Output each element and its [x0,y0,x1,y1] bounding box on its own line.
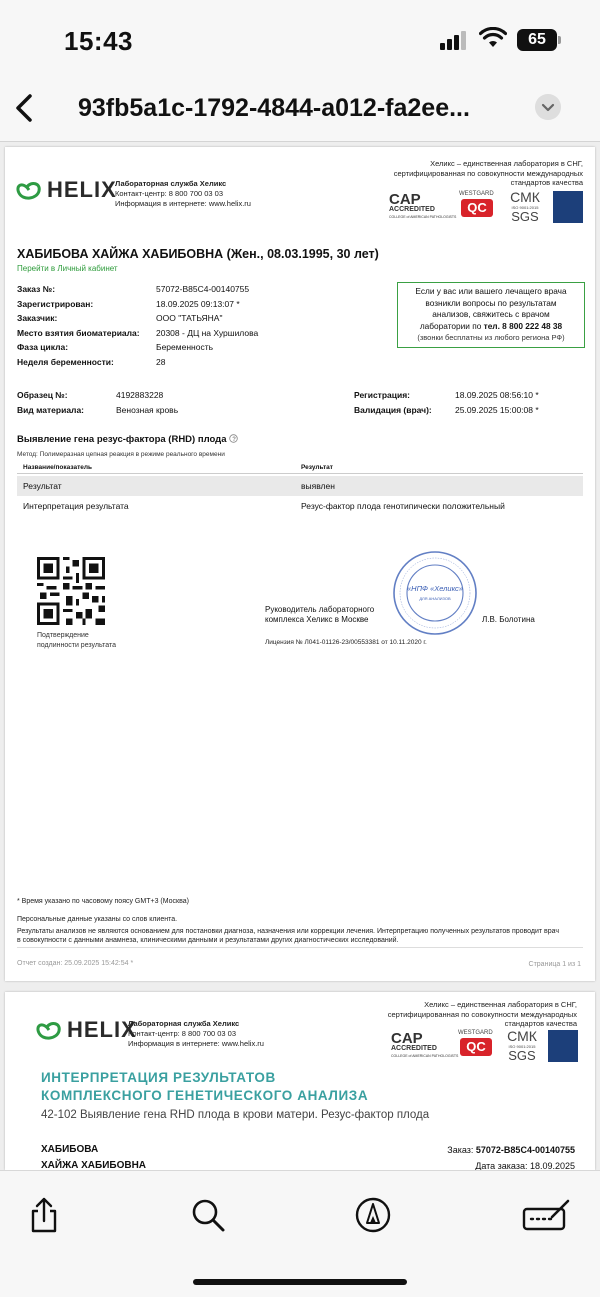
helix-logo: HELIX [15,177,117,203]
cycle-phase: Беременность [156,342,214,352]
markup-icon[interactable] [353,1195,393,1235]
helix-swirl-icon [35,1019,63,1041]
sample-number: 4192883228 [116,390,164,400]
report-page-1: HELIX Лабораторная служба Хеликс Контакт-центр: 8 800 700 03 03 Информация в интернете: www.helix.ru Хеликс – единственная лаборатория в СНГ, сертифицированная по совокупности международных стандартов качества CAP ACCREDITED COLLEGE of AMERICAN PATHOLOGISTS WESTGARD QC СМК ISO 9001:2015 SGS ХАБИБОВА ХАЙЖА ХАБИБОВНА (Жен., 08.03.1995, 30 лет) Перейти в Личный кабинет Заказ №: Зарегистрирован: Заказчик: Место взятия биоматериала: Фаза цикла: Неделя беременности: 57072-B85C4-00140755 18.09.2025 09:13:07 * ООО "ТАТЬЯНА" 20308 - ДЦ на Хуршилова Беременность 28 Если у вас или вашего лечащего врача возникли вопросы по результатам анализов, свяжитесь с врачом лаборатории по тел. 8 800 222 48 38 (звонки бесплатны из любого региона РФ) Образец №: Вид материала: 4192883228 Венозная кровь Регистрация: Валидация (врач): 18.09.2025 08:56:10 * 25.09.2025 15:00:08 * Выявление гена резус-фактора (RHD) плода ? Метод: Полимеразная цепная реакция в режиме реального времени Название/показатель Результат Результат выявлен Интерпретация результата Резус-фактор плода генотипически положительный Подтверждение подлинности результата «НПФ «Хеликс» ДЛЯ АНАЛИЗОВ Руководитель лабораторного комплекса Хеликс в Москве Л.В. Болотина Лицензия № Л041-01126-23/00553381 от 10.11.2020 г. * Время указано по часовому поясу GMT+3 (Москва) Персональные данные указаны со слов клиента. Результаты анализов не являются основанием для постановки диагноза, назначения или коррекции лечения. Интерпретацию полученных результатов проводит врач в совокупности с данными анамнеза, клиническими данными и результатами других диагностических исследований. Отчет создан: 25.09.2025 15:42:54 * Страница 1 из 1 [5,147,595,981]
sampling-place: 20308 - ДЦ на Хуршилова [156,327,259,338]
search-icon[interactable] [188,1195,228,1235]
head-of-lab-title: Руководитель лабораторного комплекса Хеликс в Москве [265,605,375,624]
doctor-phone: тел. 8 800 222 48 38 [483,320,563,331]
share-icon[interactable] [24,1195,64,1235]
patient-name: ХАБИБОВА ХАЙЖА ХАБИБОВНА (Жен., 08.03.1995, 30 лет) [17,247,379,261]
sample-values [116,388,178,417]
order-info: Заказ: 57072-B85C4-00140755 Дата заказа: 18.09.2025 [447,1145,575,1170]
helix-logo: HELIX [35,1017,137,1043]
order-labels: Заказ №: Зарегистрирован: Заказчик: Место взятия биоматериала: Фаза цикла: Неделя беременности: [17,284,140,367]
chevron-down-icon[interactable] [535,94,561,120]
personal-data-note: Персональные данные указаны со слов клиента. [17,916,178,923]
interpretation-subtitle: 42-102 Выявление гена RHD плода в крови матери. Резус-фактор плода [41,1109,430,1121]
lab-contacts: Лабораторная служба Хеликс Контакт-центр: 8 800 700 03 03 Информация в интернете: www.helix.ru [128,1019,264,1048]
qr-caption: Подтверждение подлинности результата [37,632,116,649]
disclaimer: Результаты анализов не являются основанием для постановки диагноза, назначения или коррекции лечения. Интерпретацию полученных результатов проводит врач в совокупности с данными анамнеза, клиническими данными и результатами других диагностических исследований. [17,928,560,944]
registered-date: 18.09.2025 09:13:07 * [156,298,240,309]
timestamps-labels: Регистрация: Валидация (врач): [354,390,432,415]
table-row: Результат выявлен [17,476,583,496]
cert-globalgroup-icon [553,191,583,223]
document-title: 93fb5a1c-1792-4844-a012-fa2ee... [78,94,470,122]
report-page-2: HELIX Лабораторная служба Хеликс Контакт-центр: 8 800 700 03 03 Информация в интернете: www.helix.ru Хеликс – единственная лаборатория в СНГ, сертифицированная по совокупности международных стандартов качества CAP ACCREDITED COLLEGE of AMERICAN PATHOLOGISTS WESTGARD QC СМК ISO 9001:2015 SGS ИНТЕРПРЕТАЦИЯ РЕЗУЛЬТАТОВ КОМПЛЕКСНОГО ГЕНЕТИЧЕСКОГО АНАЛИЗА 42-102 Выявление гена RHD плода в крови матери. Резус-фактор плода ХАБИБОВА ХАЙЖА ХАБИБОВНА Заказ: 57072-B85C4-00140755 Дата заказа: 18.09.2025 [5,992,595,1170]
interpretation-title: ИНТЕРПРЕТАЦИЯ РЕЗУЛЬТАТОВ КОМПЛЕКСНОГО ГЕНЕТИЧЕСКОГО АНАЛИЗА [41,1070,369,1103]
qr-code[interactable] [37,557,105,625]
lab-contacts: Лабораторная служба Хеликс Контакт-центр: 8 800 700 03 03 Информация в интернете: www.helix.ru [115,179,251,208]
status-bar [0,0,600,80]
timezone-note: * Время указано по часовому поясу GMT+3 (Москва) [17,898,189,905]
head-of-lab-name: Л.В. Болотина [482,615,535,624]
registration-time: 18.09.2025 08:56:10 * [455,390,539,400]
battery-indicator: 65 [517,29,557,51]
report-created: Отчет создан: 25.09.2025 15:42:54 * [17,960,134,967]
helix-swirl-icon [15,179,43,201]
validation-time: 25.09.2025 15:00:08 * [455,404,539,415]
page-number: Страница 1 из 1 [528,961,581,968]
sample-labels: Образец №: Вид материала: [17,390,85,415]
results-table-header: Название/показатель Результат [17,464,583,474]
result-value: выявлен [301,481,335,491]
helix-claim: Хеликс – единственная лаборатория в СНГ, сертифицированная по совокупности международных стандартов качества [393,159,583,187]
status-time: 15:43 [64,26,133,56]
patient-name: ХАБИБОВА ХАЙЖА ХАБИБОВНА [41,1144,147,1170]
timestamps-values [455,388,539,417]
doctor-contact-box: Если у вас или вашего лечащего врача возникли вопросы по результатам анализов, свяжитесь с врачом лаборатории по тел. 8 800 222 48 38 (звонки бесплатны из любого региона РФ) [397,282,585,348]
wifi-icon [479,27,507,49]
customer: ООО "ТАТЬЯНА" [156,313,223,323]
nav-bar [0,80,600,142]
svg-text:?: ? [232,437,237,443]
divider [17,947,583,948]
helix-claim: Хеликс – единственная лаборатория в СНГ, сертифицированная по совокупности международных стандартов качества [387,1000,577,1028]
table-row: Интерпретация результата Резус-фактор плода генотипически положительный [17,496,583,516]
svg-text:«НПФ «Хеликс»: «НПФ «Хеликс» [407,584,463,593]
svg-text:ДЛЯ АНАЛИЗОВ: ДЛЯ АНАЛИЗОВ [419,596,451,601]
test-method: Метод: Полимеразная цепная реакция в режиме реального времени [17,451,225,458]
back-chevron-icon[interactable] [10,88,40,128]
signature-icon[interactable] [522,1195,572,1235]
order-number: 57072-B85C4-00140755 [156,284,250,294]
test-title: Выявление гена резус-фактора (RHD) плода ? [17,434,238,445]
order-values [156,282,258,369]
bottom-toolbar [0,1170,600,1297]
order-number: 57072-B85C4-00140755 [475,1145,575,1155]
info-icon[interactable] [229,434,238,443]
order-date: Дата заказа: 18.09.2025 [475,1161,575,1170]
home-indicator[interactable] [193,1279,407,1285]
cert-globalgroup-icon [548,1030,578,1062]
cabinet-link[interactable]: Перейти в Личный кабинет [17,264,118,273]
interpretation-value: Резус-фактор плода генотипически положительный [301,501,505,511]
stamp-seal [391,549,479,637]
license-number: Лицензия № Л041-01126-23/00553381 от 10.11.2020 г. [265,639,427,646]
cellular-signal-icon [440,30,466,50]
material-type: Венозная кровь [116,404,179,415]
pregnancy-week: 28 [156,356,166,367]
